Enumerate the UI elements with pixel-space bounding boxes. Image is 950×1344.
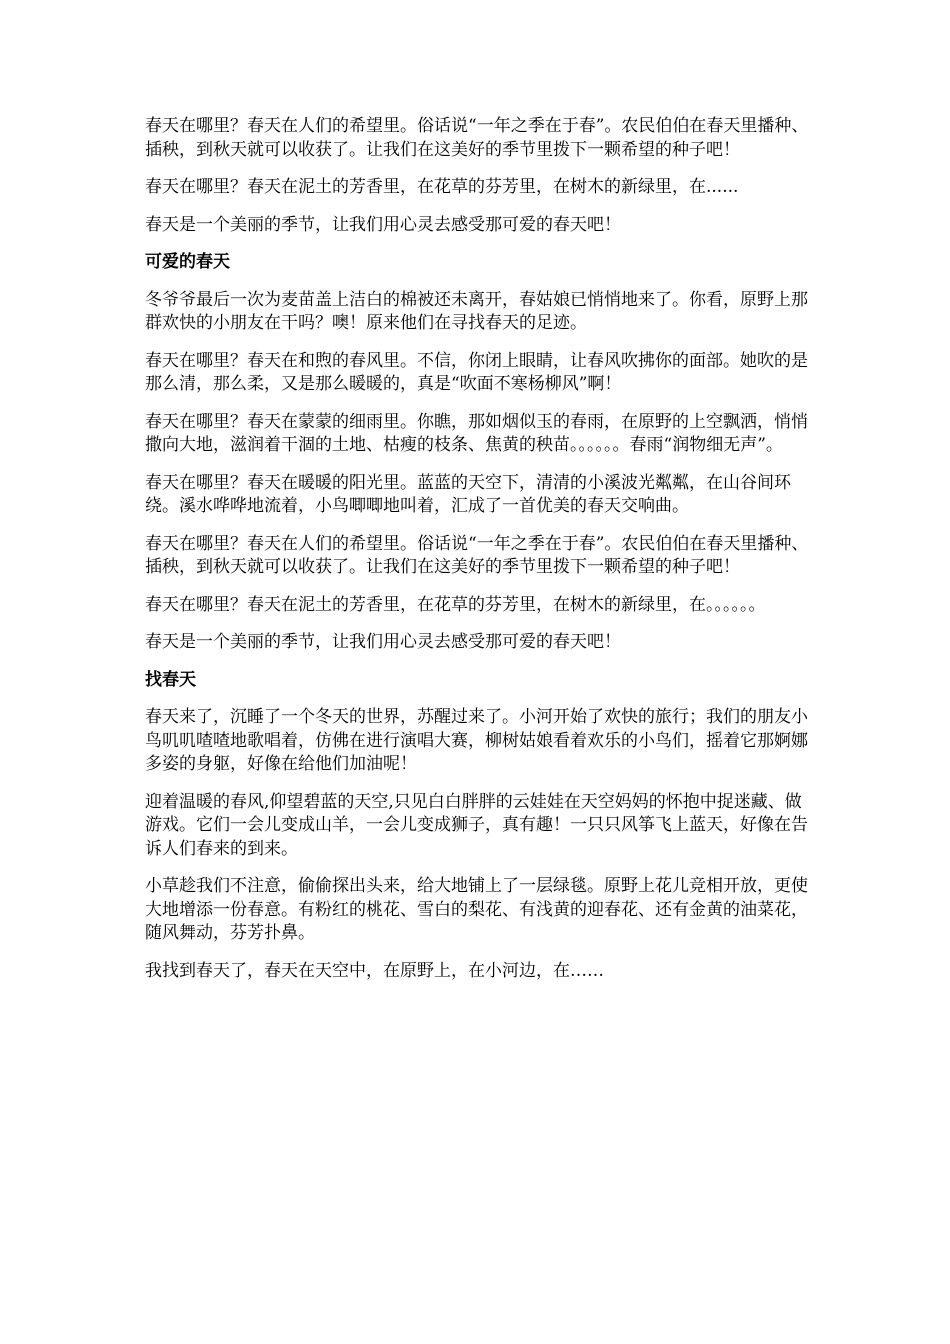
section-title-lovely-spring: 可爱的春天 [145,252,230,272]
paragraph-intro: 冬爷爷最后一次为麦苗盖上洁白的棉被还未离开，春姑娘已悄悄地来了。你看，原野上那群欢快的小朋友在干吗？噢！原来他们在寻找春天的足迹。 [145,289,808,333]
paragraph-awakening: 春天来了，沉睡了一个冬天的世界，苏醒过来了。小河开始了欢快的旅行；我们的朋友小鸟叽叽喳喳地歌唱着，仿佛在进行演唱大赛，柳树姑娘看着欢乐的小鸟们，摇着它那婀娜多姿的身躯，好像在给他们加油呢！ [145,707,808,774]
paragraph-flowers: 小草趁我们不注意，偷偷探出头来，给大地铺上了一层绿毯。原野上花儿竞相开放，更使大地增添一份春意。有粉红的桃花、雪白的梨花、有浅黄的迎春花、还有金黄的油菜花，随风舞动，芬芳扑鼻。 [145,876,808,943]
document-page [145,115,815,997]
paragraph-soil: 春天在哪里？春天在泥土的芳香里，在花草的芬芳里，在树木的新绿里，在...... [145,177,739,197]
paragraph-clouds: 迎着温暖的春风,仰望碧蓝的天空,只见白白胖胖的云娃娃在天空妈妈的怀抱中捉迷藏、做游戏。它们一会儿变成山羊，一会儿变成狮子，真有趣！一只只风筝飞上蓝天，好像在告诉人们春来的到来。 [145,791,808,859]
paragraph-hope-2: 春天在哪里？春天在人们的希望里。俗话说“一年之季在于春”。农民伯伯在春天里播种、插秧，到秋天就可以收获了。让我们在这美好的季节里拨下一颗希望的种子吧！ [145,533,809,577]
section-title-find-spring: 找春天 [145,669,196,690]
paragraph-soil-2: 春天在哪里？春天在泥土的芳香里，在花草的芬芳里，在树木的新绿里，在。。。。。。 [145,594,766,615]
paragraph-found-spring: 我找到春天了，春天在天空中，在原野上，在小河边，在…… [145,960,604,981]
paragraph-sunshine: 春天在哪里？春天在暖暖的阳光里。蓝蓝的天空下，清清的小溪波光粼粼，在山谷间环绕。溪水哗哗地流着，小鸟唧唧地叫着，汇成了一首优美的春天交响曲。 [145,472,791,516]
paragraph-conclusion: 春天是一个美丽的季节，让我们用心灵去感受那可爱的春天吧！ [145,214,621,235]
paragraph-rain: 春天在哪里？春天在蒙蒙的细雨里。你瞧，那如烟似玉的春雨，在原野的上空飘洒，悄悄撒向大地，滋润着干涸的土地、枯瘦的枝条、焦黄的秧苗。。。。。。春雨“润物细无声”。 [145,411,808,455]
paragraph-conclusion-2: 春天是一个美丽的季节，让我们用心灵去感受那可爱的春天吧！ [145,632,621,652]
paragraph-hope: 春天在哪里？春天在人们的希望里。俗话说“一年之季在于春”。农民伯伯在春天里播种、插秧，到秋天就可以收获了。让我们在这美好的季节里拨下一颗希望的种子吧！ [145,116,809,160]
paragraph-wind: 春天在哪里？春天在和煦的春风里。不信，你闭上眼睛，让春风吹拂你的面部。她吹的是那么清，那么柔，又是那么暖暖的，真是“吹面不寒杨柳风”啊！ [145,350,808,394]
